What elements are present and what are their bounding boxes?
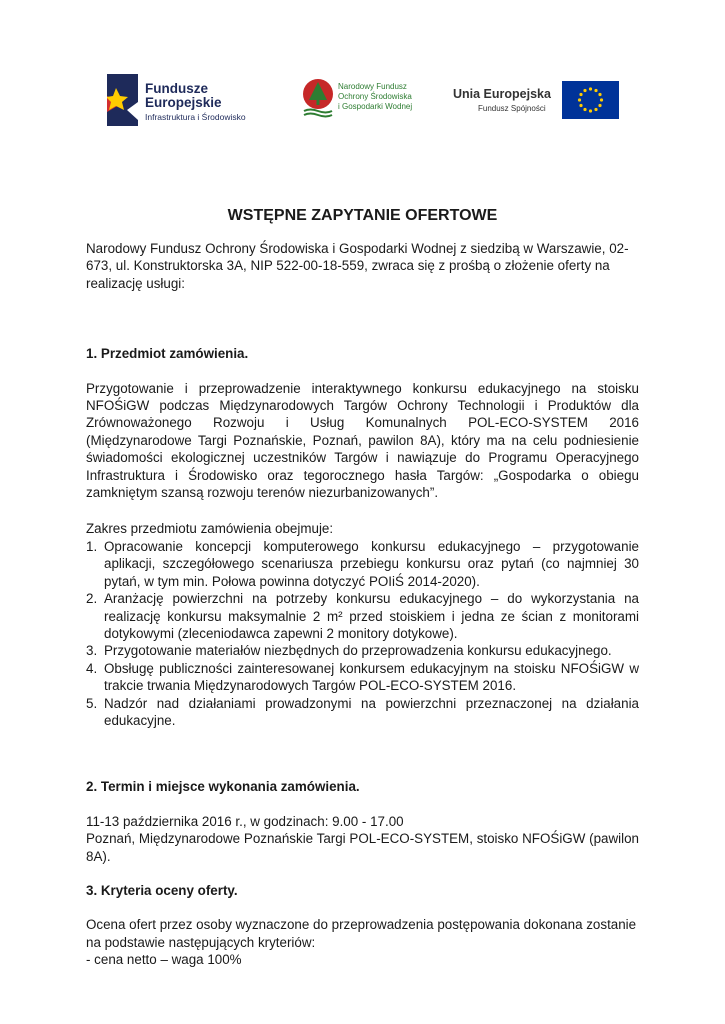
section3-criterion: - cena netto – waga 100% [86,952,242,968]
nfosigw-line3: i Gospodarki Wodnej [338,102,413,111]
section2-heading: 2. Termin i miejsce wykonania zamówienia. [86,779,360,795]
list-item-number: 2. [86,591,98,607]
eu-flag-icon [562,81,619,119]
fundusze-line3: Infrastruktura i Środowisko [145,112,246,122]
list-item-number: 4. [86,660,98,676]
list-item [86,538,639,590]
fundusze-line2: Europejskie [145,95,222,110]
fundusze-europejskie-logo [107,74,267,128]
list-item-text: Opracowanie koncepcji komputerowego konkursu edukacyjnego – przygotowanie aplikacji, szczegółowego scenariusza przebiegu konkursu oraz pytań (co najmniej 30 pytań, w tym min. Połowa powinna dotyczyć POIiŚ 2014-2020). [104,538,639,589]
section2-location: Poznań, Międzynarodowe Poznańskie Targi POL-ECO-SYSTEM, stoisko NFOŚiGW (pawilon 8A). [86,831,639,864]
nfosigw-logo [302,78,432,122]
scope-list [86,538,639,729]
list-item-text: Aranżację powierzchni na potrzeby konkursu edukacyjnego – do wykorzystania na realizację konkursu maksymalnie 2 m² przed stoiskiem i jedna ze ścian z monitorami dotykowymi (zleceniodawca zapewni 2 monitory dotykowe). [104,591,639,641]
ue-line1: Unia Europejska [453,87,551,101]
unia-europejska-logo [451,81,621,121]
nfosigw-line2: Ochrony Środowiska [338,92,412,101]
section3-heading: 3. Kryteria oceny oferty. [86,882,238,898]
list-item [86,660,639,695]
fundusze-line1: Fundusze [145,81,208,96]
fundusze-europejskie-mark-icon [107,74,138,126]
list-item-text: Nadzór nad działaniami prowadzonymi na powierzchni przeznaczonej na działania edukacyjne. [104,695,639,728]
scope-intro: Zakres przedmiotu zamówienia obejmuje: [86,521,334,537]
intro-paragraph: Narodowy Fundusz Ochrony Środowiska i Gospodarki Wodnej z siedzibą w Warszawie, 02-673, ul. Konstruktorska 3A, NIP 522-00-18-559, zwraca się z prośbą o złożenie oferty na realizację usługi: [86,241,629,291]
section2-date: 11-13 października 2016 r., w godzinach: 9.00 - 17.00 [86,813,404,829]
list-item-number: 5. [86,695,98,711]
list-item-text: Obsługę publiczności zainteresowanej konkursem edukacyjnym na stoisku NFOŚiGW w trakcie trwania Międzynarodowych Targów POL-ECO-SYSTEM 2016. [104,660,639,694]
list-item [86,695,639,730]
list-item [86,642,639,659]
list-item-number: 3. [86,643,98,659]
logo-bar [0,70,725,130]
nfosigw-tree-icon [302,78,334,118]
section3-paragraph: Ocena ofert przez osoby wyznaczone do przeprowadzenia postępowania dokonana zostanie na podstawie następujących kryteriów: [86,917,637,950]
list-item-text: Przygotowanie materiałów niezbędnych do przeprowadzenia konkursu edukacyjnego. [104,643,612,659]
ue-line2: Fundusz Spójności [478,104,546,113]
nfosigw-line1: Narodowy Fundusz [338,82,407,91]
list-item [86,590,639,642]
list-item-number: 1. [86,538,98,554]
section1-paragraph: Przygotowanie i przeprowadzenie interaktywnego konkursu edukacyjnego na stoisku NFOŚiGW podczas Międzynarodowych Targów Ochrony Technologii i Produktów dla Zrównoważonego Rozwoju i Usług Komunalnych POL-ECO-SYSTEM 2016 (Międzynarodowe Targi Poznańskie, Poznań, pawilon 8A), który ma na celu podniesienie świadomości ekologicznej uczestników Targów i nawiązuje do Programu Operacyjnego Infrastruktura i Środowisko oraz tegorocznego hasła Targów: „Gospodarka o obiegu zamkniętym szansą rozwoju terenów niezurbanizowanych”. [86,380,639,501]
document-body [86,206,639,969]
document-title: WSTĘPNE ZAPYTANIE OFERTOWE [227,207,498,224]
section1-heading: 1. Przedmiot zamówienia. [86,346,249,362]
